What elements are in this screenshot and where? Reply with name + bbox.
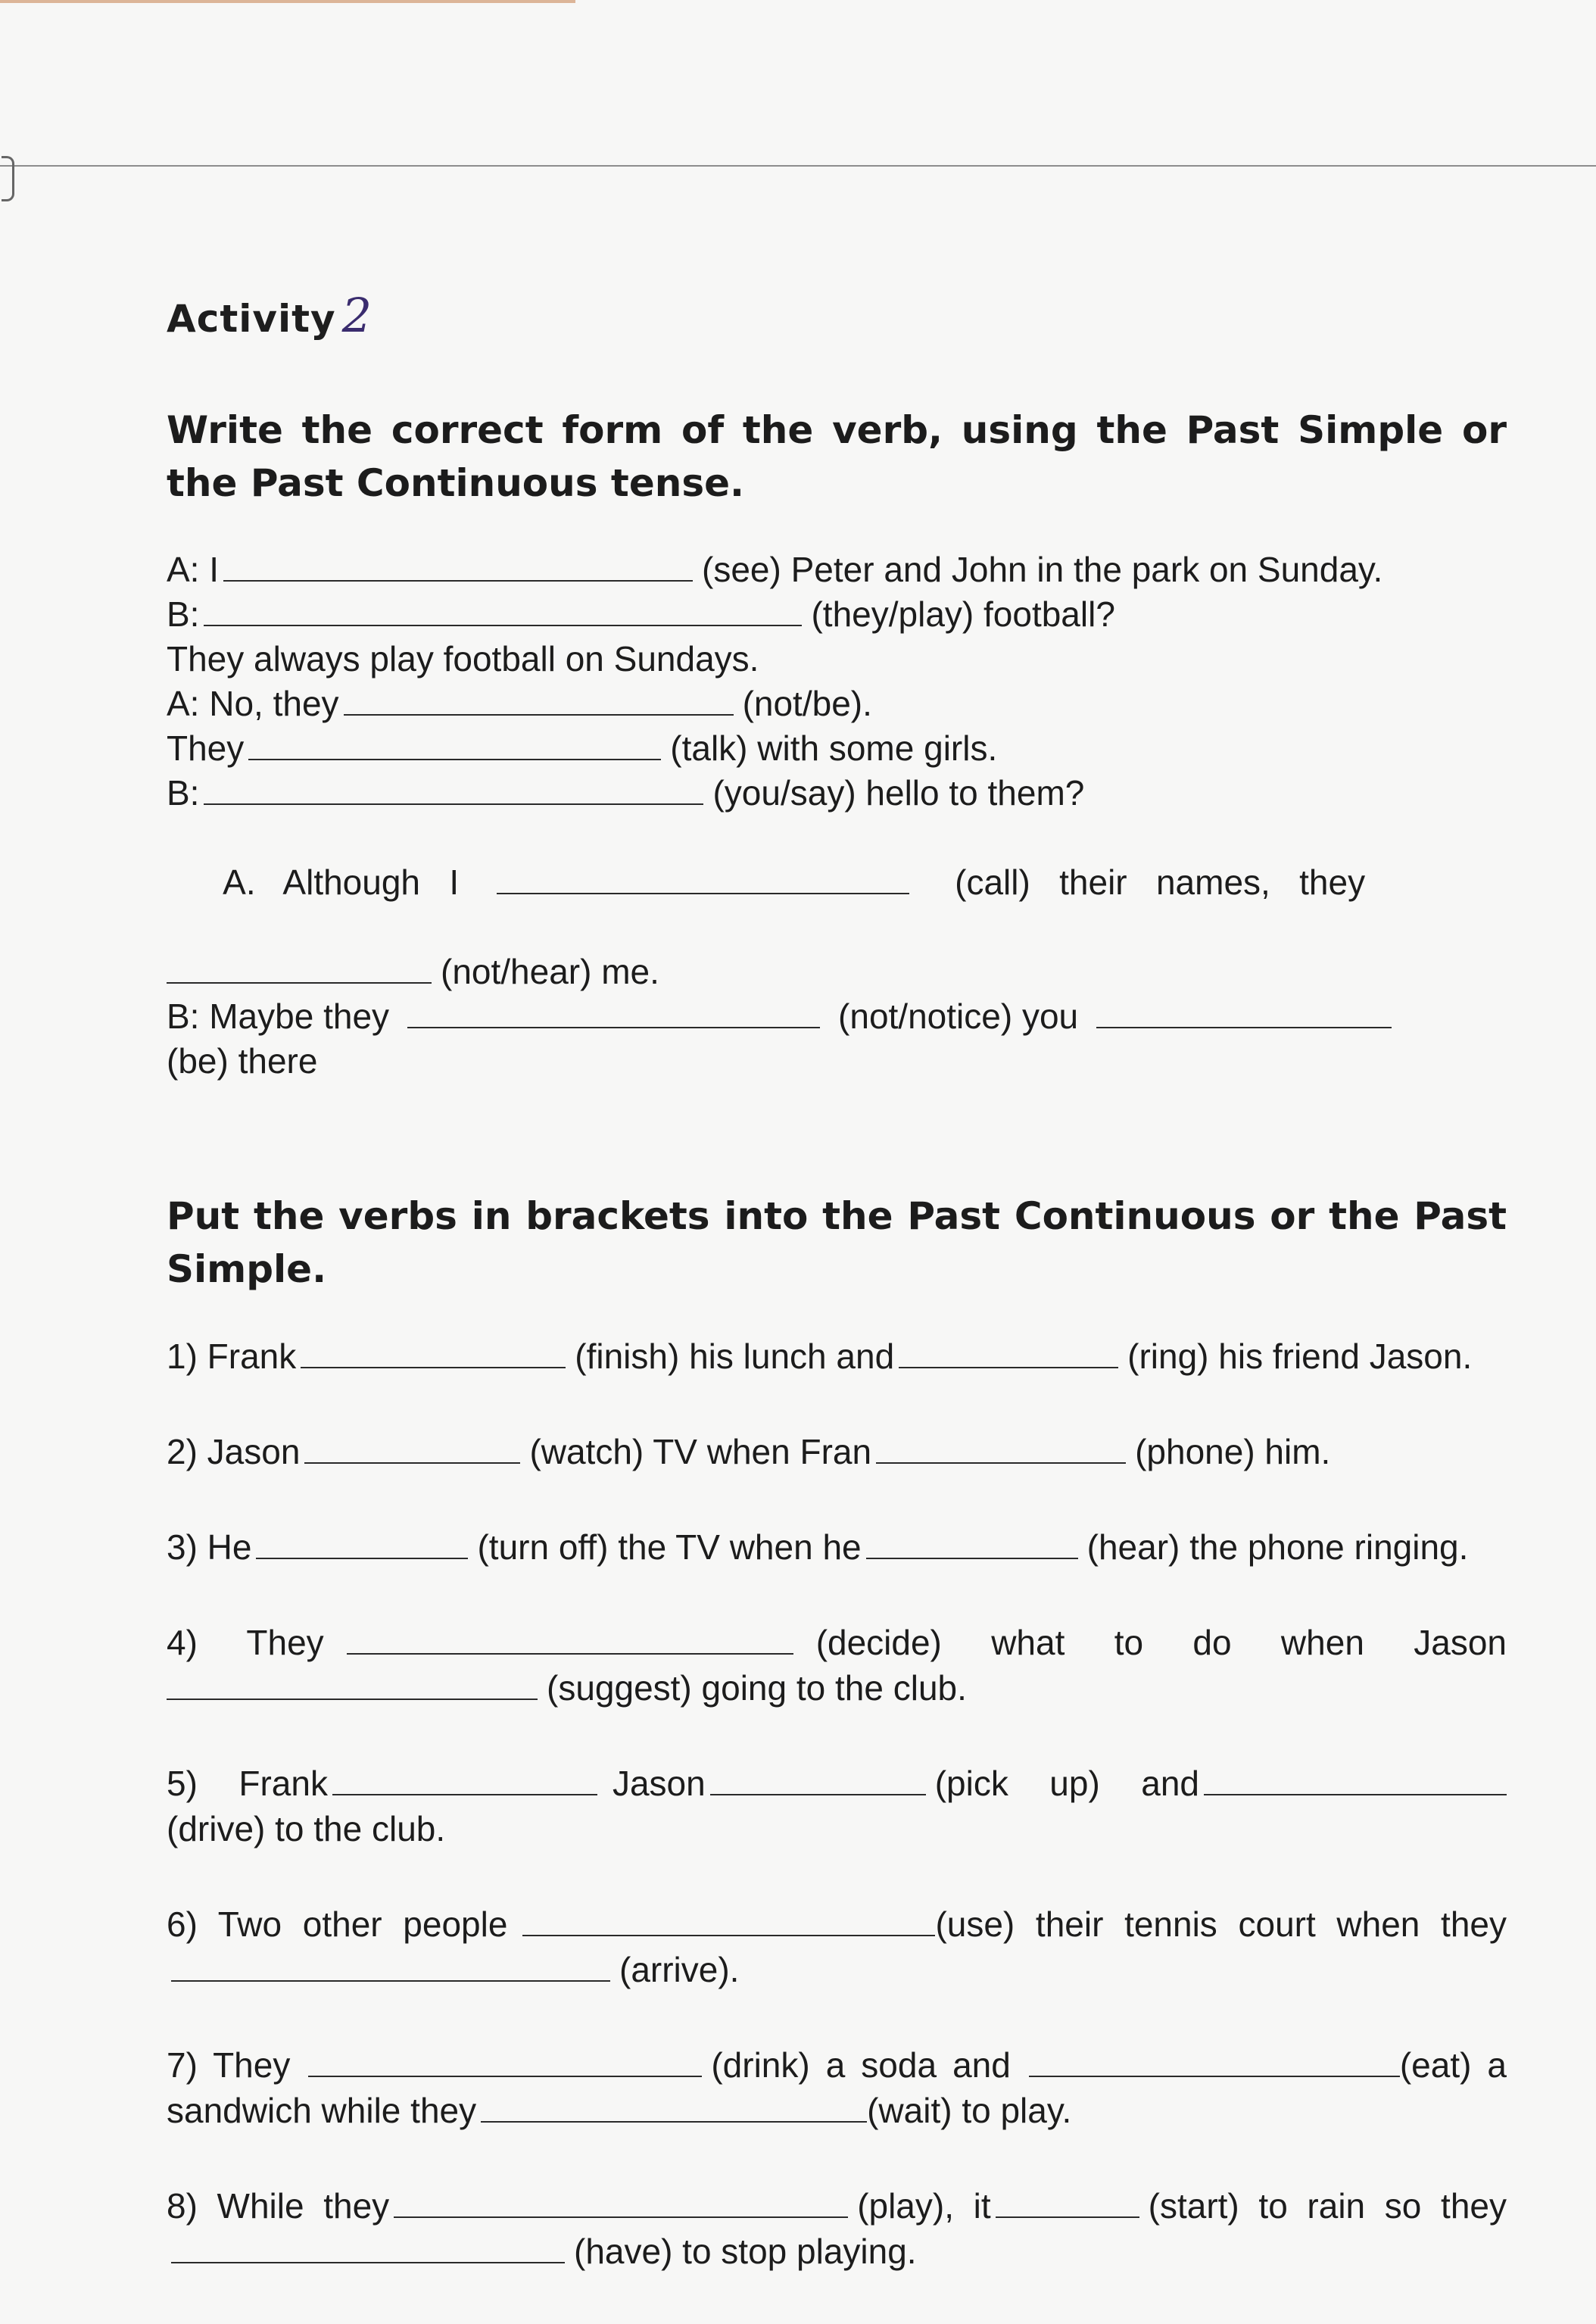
answer-blank[interactable] bbox=[167, 952, 432, 984]
exercise-item: 6) Two other people (use) their tennis court when they(arrive). bbox=[167, 1904, 1507, 1989]
answer-blank[interactable] bbox=[996, 2186, 1139, 2218]
activity-label: Activity bbox=[167, 297, 336, 341]
exercise-item: 1) Frank (finish) his lunch and (ring) his friend Jason. bbox=[167, 1337, 1473, 1376]
answer-blank[interactable] bbox=[497, 863, 909, 894]
answer-blank[interactable] bbox=[1204, 1764, 1507, 1795]
answer-blank[interactable] bbox=[171, 1950, 610, 1982]
dialogue-line: A. Although I (call) their names, they bbox=[223, 863, 1366, 902]
exercise-item: 2) Jason (watch) TV when Fran (phone) him. bbox=[167, 1432, 1331, 1471]
exercise-item: 8) While they (play), it (start) to rain so they(have) to stop playing. bbox=[167, 2186, 1507, 2271]
exercise-item: 3) He (turn off) the TV when he (hear) the phone ringing. bbox=[167, 1527, 1469, 1567]
dialogue-line: (not/hear) me. bbox=[167, 950, 1507, 994]
answer-blank[interactable] bbox=[347, 1623, 793, 1655]
binder-clip-mark bbox=[2, 156, 14, 201]
dialogue-exercise bbox=[167, 547, 1507, 1084]
dialogue-line: A: I (see) Peter and John in the park on Sunday. bbox=[167, 550, 1383, 589]
exercise-item: 5) Frank Jason (pick up) and(drive) to the club. bbox=[167, 1761, 1507, 1851]
answer-blank[interactable] bbox=[248, 728, 661, 760]
numbered-exercise bbox=[167, 1334, 1507, 2274]
answer-blank[interactable] bbox=[167, 1668, 538, 1700]
answer-blank[interactable] bbox=[171, 2232, 565, 2263]
dialogue-line: They always play football on Sundays. bbox=[167, 639, 759, 678]
answer-blank[interactable] bbox=[522, 1904, 935, 1936]
dialogue-line: B: (they/play) football? bbox=[167, 594, 1115, 634]
activity-heading bbox=[167, 288, 1507, 343]
dialogue-line: They (talk) with some girls. bbox=[167, 728, 998, 768]
dialogue-line: B: Maybe they (not/notice) you bbox=[167, 994, 1507, 1039]
answer-blank[interactable] bbox=[332, 1764, 597, 1795]
answer-blank[interactable] bbox=[710, 1764, 926, 1795]
answer-blank[interactable] bbox=[256, 1527, 468, 1559]
answer-blank[interactable] bbox=[204, 594, 802, 626]
answer-blank[interactable] bbox=[223, 550, 693, 582]
answer-blank[interactable] bbox=[308, 2045, 702, 2077]
answer-blank[interactable] bbox=[481, 2091, 867, 2123]
answer-blank[interactable] bbox=[876, 1432, 1126, 1464]
dialogue-line: B: (you/say) hello to them? bbox=[167, 773, 1085, 813]
section1-instruction: Write the correct form of the verb, using the Past Simple or the Past Continuous tense. bbox=[167, 408, 1507, 505]
answer-blank[interactable] bbox=[301, 1337, 566, 1368]
section2-instruction: Put the verbs in brackets into the Past Continuous or the Past Simple. bbox=[167, 1194, 1507, 1291]
exercise-item: 7) They (drink) a soda and (eat) a sandwich while they (wait) to play. bbox=[167, 2045, 1507, 2130]
answer-blank[interactable] bbox=[344, 684, 734, 716]
activity-number: 2 bbox=[341, 288, 373, 343]
answer-blank[interactable] bbox=[899, 1337, 1118, 1368]
header-rule bbox=[0, 165, 1596, 167]
answer-blank[interactable] bbox=[866, 1527, 1078, 1559]
answer-blank[interactable] bbox=[1029, 2045, 1400, 2077]
answer-blank[interactable] bbox=[1096, 997, 1392, 1028]
worksheet bbox=[167, 288, 1507, 2324]
answer-blank[interactable] bbox=[304, 1432, 520, 1464]
answer-blank[interactable] bbox=[204, 773, 703, 805]
answer-blank[interactable] bbox=[394, 2186, 848, 2218]
dialogue-line: A: No, they (not/be). bbox=[167, 684, 872, 723]
answer-blank[interactable] bbox=[407, 997, 820, 1028]
dialogue-line: (be) there bbox=[167, 1041, 318, 1081]
top-edge-accent bbox=[0, 0, 575, 3]
exercise-item: 4) They (decide) what to do when Jason(suggest) going to the club. bbox=[167, 1623, 1507, 1708]
